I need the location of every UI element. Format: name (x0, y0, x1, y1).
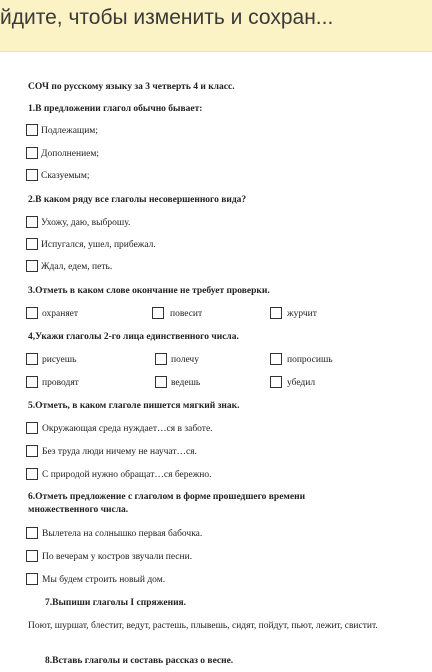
checkbox-q1-b[interactable] (26, 147, 38, 159)
checkbox-q5-a[interactable] (26, 422, 38, 434)
option-q5-b: Без труда люди ничему не научат…ся. (42, 447, 197, 457)
option-q6-a: Вылетела на солнышко первая бабочка. (42, 529, 203, 539)
question-1: 1.В предложении глагол обычно бывает: (28, 104, 203, 114)
option-q3-c: журчит (287, 309, 317, 319)
option-q5-a: Окружающая среда нуждает…ся в заботе. (42, 424, 213, 434)
option-q6-b: По вечерам у костров звучали песни. (42, 552, 193, 562)
checkbox-q4-e[interactable] (155, 376, 167, 388)
option-q1-b: Дополнением; (41, 149, 100, 159)
option-q2-c: Ждал, едем, петь. (41, 262, 113, 272)
option-q4-e: ведешь (171, 378, 201, 388)
question-3: 3.Отметь в каком слове окончание не требует проверки. (28, 286, 270, 296)
checkbox-q4-c[interactable] (270, 353, 282, 365)
option-q3-b: повесит (170, 309, 203, 319)
checkbox-q6-b[interactable] (26, 550, 38, 562)
checkbox-q4-b[interactable] (155, 353, 167, 365)
checkbox-q1-a[interactable] (26, 124, 38, 136)
checkbox-q5-b[interactable] (26, 445, 38, 457)
option-q2-b: Испугался, ушел, прибежал. (41, 240, 156, 250)
checkbox-q1-c[interactable] (26, 169, 38, 181)
edit-banner-text: йдите, чтобы изменить и сохран... (0, 6, 334, 29)
checkbox-q6-a[interactable] (26, 527, 38, 539)
question-2: 2.В каком ряду все глаголы несовершенного вида? (28, 195, 247, 205)
checkbox-q4-a[interactable] (26, 353, 38, 365)
question-8: 8.Вставь глаголы и составь рассказ о весне. (45, 656, 234, 666)
checkbox-q3-b[interactable] (152, 307, 164, 319)
question-6-line-2: множественного числа. (28, 505, 129, 515)
option-q5-c: С природой нужно обращат…ся бережно. (42, 470, 212, 480)
checkbox-q4-d[interactable] (26, 376, 38, 388)
question-6-line-1: 6.Отметь предложение с глаголом в форме прошедшего времени (28, 492, 306, 502)
option-q4-b: полечу (171, 355, 199, 365)
document-page (0, 52, 432, 672)
question-7: 7.Выпиши глаголы I спряжения. (45, 598, 187, 608)
option-q4-f: убедил (287, 378, 316, 388)
option-q1-a: Подлежащим; (41, 126, 98, 136)
checkbox-q2-a[interactable] (26, 216, 38, 228)
option-q1-c: Сказуемым; (41, 171, 90, 181)
document-title: СОЧ по русскому языку за 3 четверть 4 и класс. (28, 82, 235, 92)
checkbox-q4-f[interactable] (270, 376, 282, 388)
checkbox-q6-c[interactable] (26, 573, 38, 585)
option-q3-a: охраняет (42, 309, 79, 319)
question-5: 5.Отметь, в каком глаголе пишется мягкий знак. (28, 401, 240, 411)
option-q4-a: рисуешь (42, 355, 77, 365)
checkbox-q2-c[interactable] (26, 260, 38, 272)
question-4: 4,Укажи глаголы 2-го лица единственного числа. (28, 332, 239, 342)
checkbox-q3-a[interactable] (26, 307, 38, 319)
question-7-words: Поют, шуршат, блестит, ведут, растешь, плывешь, сидят, пойдут, пьют, лежит, свистит. (28, 621, 378, 631)
checkbox-q3-c[interactable] (270, 307, 282, 319)
checkbox-q5-c[interactable] (26, 468, 38, 480)
option-q6-c: Мы будем строить новый дом. (42, 575, 166, 585)
option-q2-a: Ухожу, даю, выброшу. (41, 218, 131, 228)
option-q4-c: попросишь (287, 355, 333, 365)
edit-banner[interactable] (0, 0, 432, 52)
checkbox-q2-b[interactable] (26, 238, 38, 250)
option-q4-d: проводят (42, 378, 79, 388)
